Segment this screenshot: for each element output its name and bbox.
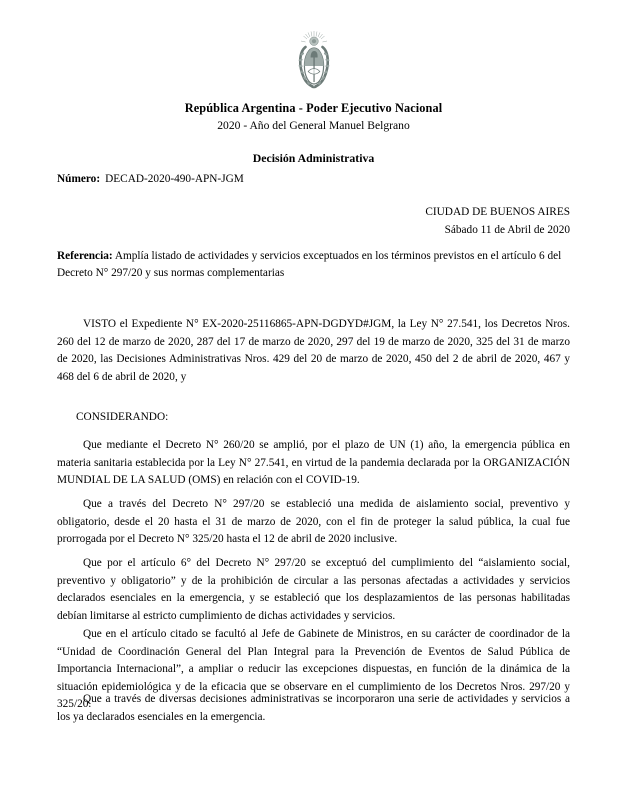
place-date-block bbox=[57, 203, 570, 239]
considerando-paragraph-1 bbox=[57, 437, 570, 490]
considerando-text-5: Que a través de diversas decisiones administrativas se incorporaron una serie de actividades y servicios a los ya declarados esenciales en la emergencia. bbox=[57, 693, 570, 723]
document-header bbox=[0, 100, 627, 166]
crest-container bbox=[0, 0, 627, 92]
numero-value: DECAD-2020-490-APN-JGM bbox=[105, 173, 244, 185]
considerando-text-2: Que a través del Decreto N° 297/20 se estableció una medida de aislamiento social, preventivo y obligatorio, desde el 20 hasta el 31 de marzo de 2020, con el fin de proteger la salud pública, la cual fue prorrogada por el Decreto N° 325/20 hasta el 12 de abril de 2020 inclusive. bbox=[57, 498, 570, 545]
considerando-paragraph-2 bbox=[57, 496, 570, 549]
considerando-paragraph-3 bbox=[57, 555, 570, 625]
considerando-text-1: Que mediante el Decreto N° 260/20 se amplió, por el plazo de UN (1) año, la emergencia pública en materia sanitaria establecida por la Ley N° 27.541, en virtud de la pandemia declarada por la ORGANIZACIÓN MUNDIAL DE LA SALUD (OMS) en relación con el COVID-19. bbox=[57, 439, 570, 486]
visto-text: VISTO el Expediente N° EX-2020-25116865-APN-DGDYD#JGM, la Ley N° 27.541, los Decretos Nros. 260 del 12 de marzo de 2020, 287 del 17 de marzo de 2020, 297 del 19 de marzo de 2020, 325 del 31 de marzo de 2020, las Decisiones Administrativas Nros. 429 del 20 de marzo de 2020, 450 del 2 de abril de 2020, 467 y 468 del 6 de abril de 2020, y bbox=[57, 318, 570, 383]
header-line-doctype: Decisión Administrativa bbox=[252, 151, 375, 165]
header-line-republic: República Argentina - Poder Ejecutivo Nacional bbox=[184, 101, 443, 115]
header-line-year: 2020 - Año del General Manuel Belgrano bbox=[217, 119, 410, 132]
argentina-coat-of-arms-icon bbox=[295, 30, 333, 92]
considerando-text-3: Que por el artículo 6° del Decreto N° 297/20 se exceptuó del cumplimiento del “aislamiento social, preventivo y obligatorio” y de la prohibición de circular a las personas afectadas a actividades y servicios declarados esenciales en la emergencia, y se estableció que los desplazamientos de las personas habilitadas debían limitarse al estricto cumplimiento de dichas actividades y servicios. bbox=[57, 557, 570, 622]
referencia-text: Amplía listado de actividades y servicios exceptuados en los términos previstos en el artículo 6 del Decreto N° 297/20 y sus normas complementarias bbox=[57, 250, 562, 279]
visto-paragraph bbox=[57, 316, 570, 386]
numero-label: Número: bbox=[57, 173, 101, 185]
referencia-label: Referencia: bbox=[57, 250, 113, 262]
considerando-paragraph-5 bbox=[57, 691, 570, 726]
date-line: Sábado 11 de Abril de 2020 bbox=[444, 224, 570, 236]
considerando-label: CONSIDERANDO: bbox=[76, 411, 169, 423]
numero-row bbox=[57, 173, 244, 185]
considerando-text-4: Que en el artículo citado se facultó al Jefe de Gabinete de Ministros, en su carácter de coordinador de la “Unidad de Coordinación General del Plan Integral para la Prevención de Eventos de Salud Pública de Importancia Internacional”, a ampliar o reducir las excepciones dispuestas, en función de la dinámica de la situación epidemiológica y de la eficacia que se observare en el cumplimiento de los Decretos Nros. 297/20 y 325/20. bbox=[57, 628, 570, 710]
referencia-block bbox=[57, 248, 570, 282]
city-line: CIUDAD DE BUENOS AIRES bbox=[425, 206, 570, 218]
